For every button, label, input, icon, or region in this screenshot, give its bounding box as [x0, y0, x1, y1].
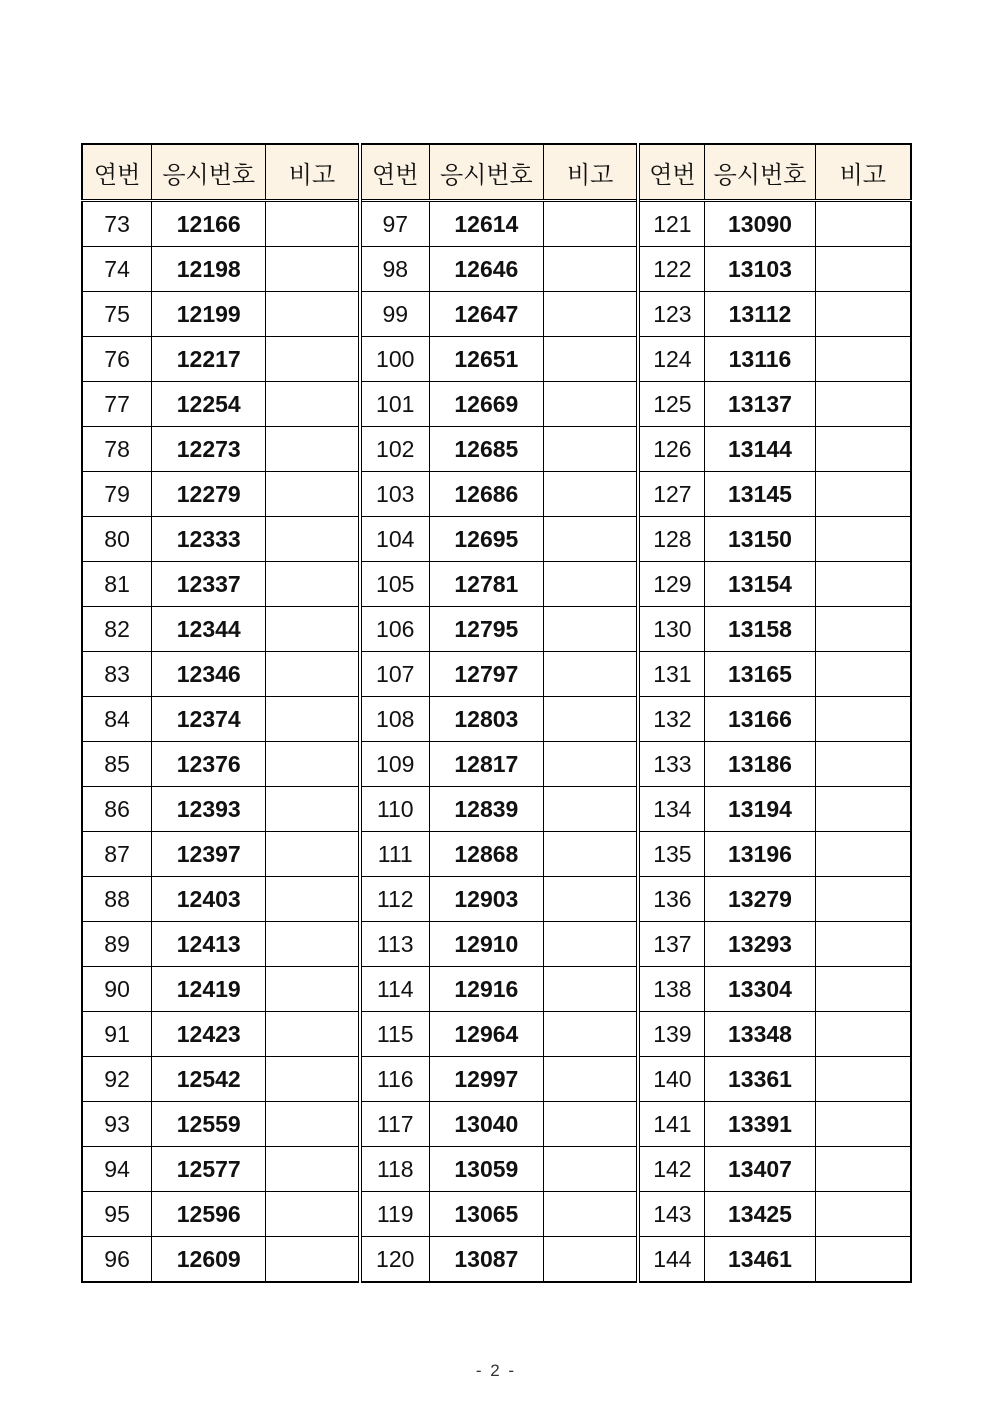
note-cell: [266, 1147, 360, 1192]
exam-number: 13090: [705, 201, 815, 247]
row-number: 112: [360, 877, 430, 922]
note-cell: [543, 562, 638, 607]
exam-number: 12397: [152, 832, 266, 877]
exam-number: 12614: [429, 201, 543, 247]
note-cell: [266, 1012, 360, 1057]
note-cell: [543, 1192, 638, 1237]
exam-number: 12419: [152, 967, 266, 1012]
note-cell: [543, 1012, 638, 1057]
note-cell: [815, 562, 911, 607]
row-number: 94: [82, 1147, 152, 1192]
exam-number: 13391: [705, 1102, 815, 1147]
table-row: [82, 877, 911, 922]
header-note: 비고: [543, 144, 638, 201]
row-number: 84: [82, 697, 152, 742]
note-cell: [815, 832, 911, 877]
exam-number: 12609: [152, 1237, 266, 1283]
table-row: [82, 607, 911, 652]
row-number: 127: [638, 472, 705, 517]
row-number: 95: [82, 1192, 152, 1237]
row-number: 128: [638, 517, 705, 562]
note-cell: [815, 337, 911, 382]
row-number: 104: [360, 517, 430, 562]
exam-number: 12577: [152, 1147, 266, 1192]
row-number: 136: [638, 877, 705, 922]
row-number: 130: [638, 607, 705, 652]
row-number: 117: [360, 1102, 430, 1147]
table-row: [82, 1237, 911, 1283]
exam-number: 13194: [705, 787, 815, 832]
note-cell: [266, 652, 360, 697]
row-number: 103: [360, 472, 430, 517]
header-exam-id: 응시번호: [429, 144, 543, 201]
exam-number: 12393: [152, 787, 266, 832]
row-number: 111: [360, 832, 430, 877]
note-cell: [815, 607, 911, 652]
table-row: [82, 247, 911, 292]
exam-number: 12542: [152, 1057, 266, 1102]
row-number: 123: [638, 292, 705, 337]
note-cell: [815, 1012, 911, 1057]
note-cell: [543, 877, 638, 922]
exam-number: 12646: [429, 247, 543, 292]
note-cell: [815, 967, 911, 1012]
row-number: 93: [82, 1102, 152, 1147]
header-note: 비고: [266, 144, 360, 201]
note-cell: [266, 1237, 360, 1283]
note-cell: [266, 922, 360, 967]
exam-number: 13166: [705, 697, 815, 742]
note-cell: [815, 922, 911, 967]
note-cell: [266, 562, 360, 607]
note-cell: [815, 472, 911, 517]
table-row: [82, 562, 911, 607]
table-row: [82, 742, 911, 787]
note-cell: [266, 877, 360, 922]
exam-number: 12198: [152, 247, 266, 292]
exam-number: 12279: [152, 472, 266, 517]
row-number: 97: [360, 201, 430, 247]
exam-number: 12273: [152, 427, 266, 472]
header-row: [82, 144, 911, 201]
note-cell: [266, 607, 360, 652]
table-row: [82, 1192, 911, 1237]
note-cell: [815, 652, 911, 697]
row-number: 109: [360, 742, 430, 787]
note-cell: [543, 292, 638, 337]
exam-number: 13186: [705, 742, 815, 787]
note-cell: [543, 472, 638, 517]
row-number: 143: [638, 1192, 705, 1237]
row-number: 126: [638, 427, 705, 472]
exam-number: 12685: [429, 427, 543, 472]
row-number: 80: [82, 517, 152, 562]
row-number: 133: [638, 742, 705, 787]
table-row: [82, 1012, 911, 1057]
exam-number: 13165: [705, 652, 815, 697]
exam-number: 12596: [152, 1192, 266, 1237]
row-number: 118: [360, 1147, 430, 1192]
note-cell: [543, 382, 638, 427]
exam-number: 12346: [152, 652, 266, 697]
exam-number: 13304: [705, 967, 815, 1012]
exam-number: 13361: [705, 1057, 815, 1102]
note-cell: [266, 292, 360, 337]
note-cell: [543, 517, 638, 562]
row-number: 98: [360, 247, 430, 292]
row-number: 92: [82, 1057, 152, 1102]
note-cell: [266, 1102, 360, 1147]
header-exam-id: 응시번호: [152, 144, 266, 201]
row-number: 144: [638, 1237, 705, 1283]
row-number: 102: [360, 427, 430, 472]
note-cell: [815, 1237, 911, 1283]
row-number: 107: [360, 652, 430, 697]
header-no: 연번: [638, 144, 705, 201]
exam-number: 12254: [152, 382, 266, 427]
note-cell: [543, 1237, 638, 1283]
table-row: [82, 652, 911, 697]
row-number: 139: [638, 1012, 705, 1057]
note-cell: [815, 1192, 911, 1237]
row-number: 100: [360, 337, 430, 382]
note-cell: [266, 472, 360, 517]
exam-number: 13150: [705, 517, 815, 562]
table-row: [82, 697, 911, 742]
row-number: 132: [638, 697, 705, 742]
note-cell: [543, 697, 638, 742]
row-number: 81: [82, 562, 152, 607]
exam-number: 12868: [429, 832, 543, 877]
exam-number: 13137: [705, 382, 815, 427]
row-number: 77: [82, 382, 152, 427]
exam-number: 13196: [705, 832, 815, 877]
exam-number: 13158: [705, 607, 815, 652]
note-cell: [543, 201, 638, 247]
header-exam-id: 응시번호: [705, 144, 815, 201]
row-number: 114: [360, 967, 430, 1012]
row-number: 121: [638, 201, 705, 247]
note-cell: [815, 247, 911, 292]
exam-number: 13407: [705, 1147, 815, 1192]
table-row: [82, 967, 911, 1012]
row-number: 113: [360, 922, 430, 967]
exam-number: 13116: [705, 337, 815, 382]
exam-number: 12423: [152, 1012, 266, 1057]
row-number: 83: [82, 652, 152, 697]
note-cell: [543, 427, 638, 472]
exam-number: 12997: [429, 1057, 543, 1102]
row-number: 74: [82, 247, 152, 292]
header-note: 비고: [815, 144, 911, 201]
table-row: [82, 1102, 911, 1147]
note-cell: [543, 832, 638, 877]
row-number: 85: [82, 742, 152, 787]
row-number: 131: [638, 652, 705, 697]
note-cell: [266, 247, 360, 292]
exam-number: 12333: [152, 517, 266, 562]
exam-number: 13040: [429, 1102, 543, 1147]
note-cell: [815, 382, 911, 427]
note-cell: [543, 922, 638, 967]
exam-number: 12166: [152, 201, 266, 247]
row-number: 106: [360, 607, 430, 652]
row-number: 137: [638, 922, 705, 967]
note-cell: [543, 247, 638, 292]
exam-number: 13154: [705, 562, 815, 607]
note-cell: [266, 382, 360, 427]
exam-number: 12817: [429, 742, 543, 787]
note-cell: [815, 697, 911, 742]
note-cell: [266, 427, 360, 472]
row-number: 75: [82, 292, 152, 337]
header-no: 연번: [82, 144, 152, 201]
table-row: [82, 787, 911, 832]
row-number: 138: [638, 967, 705, 1012]
note-cell: [815, 1102, 911, 1147]
row-number: 110: [360, 787, 430, 832]
table-body: [82, 201, 911, 1283]
row-number: 124: [638, 337, 705, 382]
exam-number: 12781: [429, 562, 543, 607]
note-cell: [266, 787, 360, 832]
exam-number: 13087: [429, 1237, 543, 1283]
row-number: 140: [638, 1057, 705, 1102]
note-cell: [815, 201, 911, 247]
note-cell: [815, 877, 911, 922]
exam-number: 12910: [429, 922, 543, 967]
table-row: [82, 832, 911, 877]
exam-number: 12916: [429, 967, 543, 1012]
row-number: 79: [82, 472, 152, 517]
note-cell: [543, 1057, 638, 1102]
row-number: 78: [82, 427, 152, 472]
exam-number: 12795: [429, 607, 543, 652]
exam-number: 12686: [429, 472, 543, 517]
row-number: 129: [638, 562, 705, 607]
row-number: 122: [638, 247, 705, 292]
exam-number: 13145: [705, 472, 815, 517]
exam-number: 13144: [705, 427, 815, 472]
note-cell: [815, 427, 911, 472]
row-number: 99: [360, 292, 430, 337]
exam-number: 12337: [152, 562, 266, 607]
header-no: 연번: [360, 144, 430, 201]
table-row: [82, 337, 911, 382]
exam-number: 12403: [152, 877, 266, 922]
note-cell: [266, 1192, 360, 1237]
exam-number: 13348: [705, 1012, 815, 1057]
note-cell: [266, 697, 360, 742]
note-cell: [815, 742, 911, 787]
table-row: [82, 922, 911, 967]
note-cell: [543, 742, 638, 787]
row-number: 115: [360, 1012, 430, 1057]
exam-number: 12651: [429, 337, 543, 382]
exam-number: 12376: [152, 742, 266, 787]
exam-number: 13103: [705, 247, 815, 292]
table-row: [82, 517, 911, 562]
table-row: [82, 472, 911, 517]
exam-number: 12217: [152, 337, 266, 382]
exam-number: 13293: [705, 922, 815, 967]
note-cell: [543, 337, 638, 382]
exam-number: 12903: [429, 877, 543, 922]
note-cell: [815, 1057, 911, 1102]
exam-number: 13065: [429, 1192, 543, 1237]
note-cell: [266, 967, 360, 1012]
row-number: 90: [82, 967, 152, 1012]
table-row: [82, 1147, 911, 1192]
exam-number: 12669: [429, 382, 543, 427]
note-cell: [266, 337, 360, 382]
exam-number: 12413: [152, 922, 266, 967]
table-row: [82, 427, 911, 472]
row-number: 108: [360, 697, 430, 742]
note-cell: [543, 967, 638, 1012]
note-cell: [266, 742, 360, 787]
note-cell: [543, 652, 638, 697]
table-row: [82, 201, 911, 247]
row-number: 89: [82, 922, 152, 967]
applicant-number-table: [81, 143, 912, 1283]
exam-number: 13279: [705, 877, 815, 922]
exam-number: 12964: [429, 1012, 543, 1057]
row-number: 119: [360, 1192, 430, 1237]
exam-number: 12839: [429, 787, 543, 832]
row-number: 88: [82, 877, 152, 922]
row-number: 82: [82, 607, 152, 652]
note-cell: [815, 1147, 911, 1192]
exam-number: 12803: [429, 697, 543, 742]
row-number: 141: [638, 1102, 705, 1147]
row-number: 73: [82, 201, 152, 247]
row-number: 134: [638, 787, 705, 832]
row-number: 116: [360, 1057, 430, 1102]
note-cell: [543, 607, 638, 652]
table-row: [82, 1057, 911, 1102]
page-number: - 2 -: [475, 1361, 517, 1380]
row-number: 86: [82, 787, 152, 832]
row-number: 76: [82, 337, 152, 382]
exam-number: 13425: [705, 1192, 815, 1237]
exam-number: 12199: [152, 292, 266, 337]
exam-number: 12559: [152, 1102, 266, 1147]
row-number: 135: [638, 832, 705, 877]
exam-number: 13112: [705, 292, 815, 337]
table-row: [82, 292, 911, 337]
note-cell: [543, 1102, 638, 1147]
exam-number: 12374: [152, 697, 266, 742]
note-cell: [266, 517, 360, 562]
exam-number: 12344: [152, 607, 266, 652]
row-number: 120: [360, 1237, 430, 1283]
row-number: 91: [82, 1012, 152, 1057]
note-cell: [543, 1147, 638, 1192]
note-cell: [815, 292, 911, 337]
note-cell: [266, 201, 360, 247]
row-number: 105: [360, 562, 430, 607]
row-number: 101: [360, 382, 430, 427]
row-number: 87: [82, 832, 152, 877]
note-cell: [543, 787, 638, 832]
note-cell: [815, 517, 911, 562]
note-cell: [266, 832, 360, 877]
table-row: [82, 382, 911, 427]
exam-number: 13461: [705, 1237, 815, 1283]
exam-number: 13059: [429, 1147, 543, 1192]
exam-number: 12695: [429, 517, 543, 562]
note-cell: [815, 787, 911, 832]
exam-number: 12797: [429, 652, 543, 697]
row-number: 96: [82, 1237, 152, 1283]
row-number: 125: [638, 382, 705, 427]
note-cell: [266, 1057, 360, 1102]
exam-number: 12647: [429, 292, 543, 337]
row-number: 142: [638, 1147, 705, 1192]
